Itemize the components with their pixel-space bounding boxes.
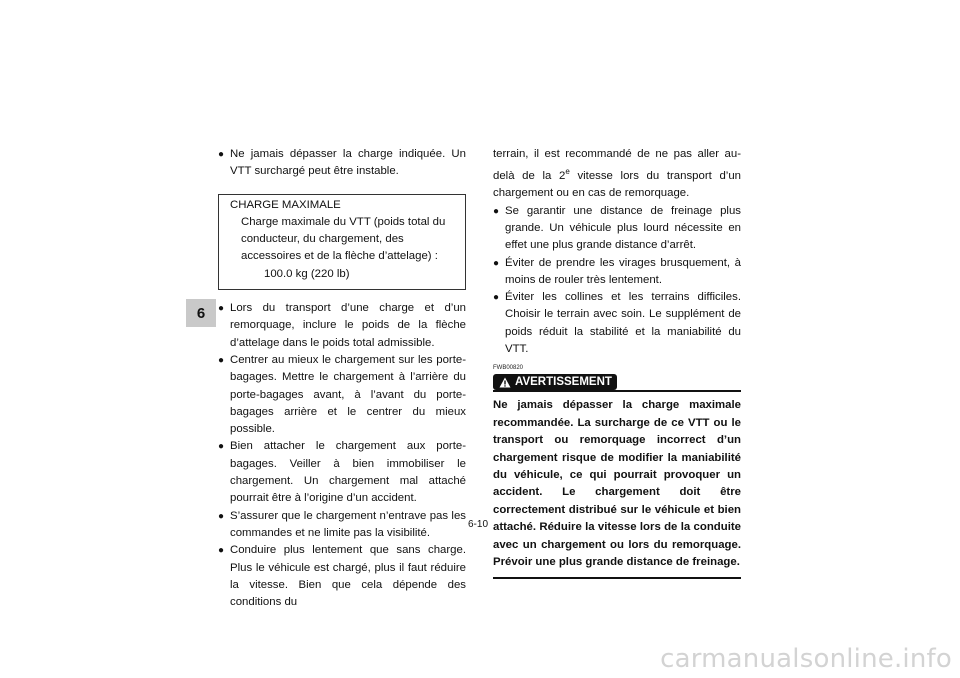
max-load-box: [218, 194, 466, 290]
list-item: ● Conduire plus lentement que sans charge. Plus le véhicule est chargé, plus il faut réduire la vitesse. Bien que cela dépende des conditions du: [218, 544, 466, 609]
list-item: ● Lors du transport d’une charge et d’un remorquage, inclure le poids de la flèche d’attelage dans le poids total admissible.: [218, 302, 466, 349]
warning-label: AVERTISSEMENT: [493, 374, 617, 390]
bullet-icon: ●: [493, 292, 500, 304]
list-item: ● Ne jamais dépasser la charge indiquée. Un VTT surchargé peut être instable.: [218, 148, 466, 178]
continued-paragraph: terrain, il est recommandé de ne pas aller au-delà de la 2e vitesse lors du transport d’un chargement ou en cas de remorquage.: [493, 148, 741, 200]
list-item: ● Éviter de prendre les virages brusquement, à moins de rouler très lentement.: [493, 256, 741, 286]
warning-triangle-icon: [499, 377, 511, 388]
list-item: ● Bien attacher le chargement aux porte-bagages. Veiller à bien immobiliser le chargement. Un chargement mal attaché pourrait être à l’origine d’un accident.: [218, 440, 466, 505]
list-item: ● S’assurer que le chargement n’entrave pas les commandes et ne limite pas la visibilité.: [218, 509, 466, 539]
bullet-icon: ●: [493, 257, 500, 269]
page-number: 6-10: [468, 519, 489, 530]
bullet-icon: ●: [493, 205, 500, 217]
max-load-description: Charge maximale du VTT (poids total du conducteur, du chargement, des accessoires et de la flèche d’attelage) :: [241, 215, 446, 263]
warning-code: FWB00820: [493, 365, 524, 372]
warning-text: Ne jamais dépasser la charge maximale recommandée. La surcharge de ce VTT ou le transport ou remorquage incorrect d’un chargement risque de modifier la maniabilité du véhicule, ce qui pourrait provoquer un accident. Le chargement doit être correctement distribué sur le véhicule et bien attaché. Réduire la vitesse lors de la conduite avec un chargement ou lors du remorquage. Prévoir une plus grande distance de freinage.: [493, 399, 741, 569]
warning-end-rule: [493, 577, 741, 579]
list-item: ● Éviter les collines et les terrains difficiles. Choisir le terrain avec soin. Le supplément de poids réduit la stabilité et la maniabilité du VTT.: [493, 291, 741, 356]
left-column: [218, 146, 466, 611]
bullet-icon: ●: [218, 303, 225, 315]
bullet-icon: ●: [218, 149, 225, 160]
warning-rule: [493, 390, 741, 392]
list-item: ● Se garantir une distance de freinage plus grande. Un véhicule plus lourd nécessite en effet une plus grande distance d’arrêt.: [493, 204, 741, 252]
chapter-tab: 6: [186, 299, 216, 327]
right-column: [493, 146, 741, 579]
bullet-icon: ●: [218, 545, 225, 557]
warning-header: [493, 374, 741, 392]
bullet-icon: ●: [218, 441, 225, 453]
watermark: carmanualsonline.info: [660, 644, 952, 674]
list-item: ● Centrer au mieux le chargement sur les porte-bagages. Mettre le chargement à l’arrière du porte-bagages avant, à l’avant du porte-bagages arrière et le centrer du mieux possible.: [218, 353, 466, 436]
bullet-icon: ●: [218, 354, 225, 366]
max-load-value: 100.0 kg (220 lb): [264, 267, 350, 280]
max-load-title: CHARGE MAXIMALE: [230, 198, 341, 211]
bullet-icon: ●: [218, 510, 225, 522]
